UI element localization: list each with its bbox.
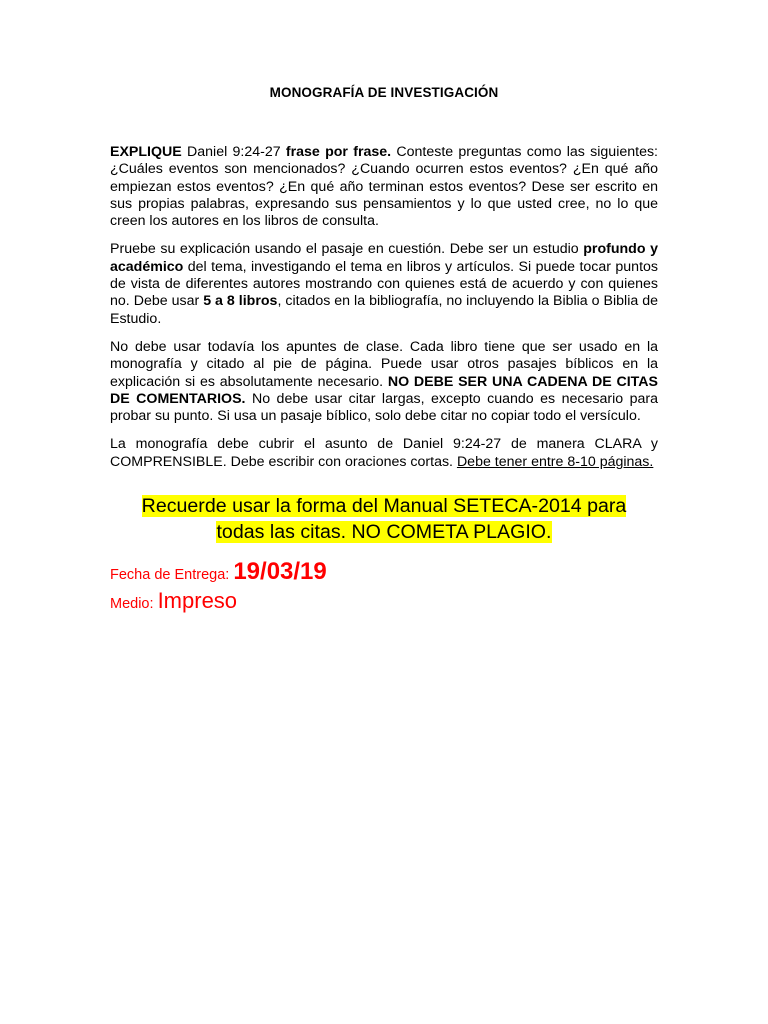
document-title: MONOGRAFÍA DE INVESTIGACIÓN xyxy=(269,85,499,100)
text-span: Pruebe su explicación usando el pasaje en cuestión. Debe ser un estudio xyxy=(110,241,584,258)
text-span: No debe usar todavía los apuntes de clase. Cada libro tiene que ser usado en la monografía y citado al pie de página. Puede usar otros pasajes bíblicos en la explicación si es absolutamente necesario. xyxy=(110,338,658,390)
paragraph-monografia xyxy=(110,436,658,471)
reminder-line-2: todas las citas. NO COMETA PLAGIO. xyxy=(216,521,552,543)
bold-cadena-de-citas: NO DEBE SER UNA CADENA DE CITAS DE COMENTARIOS. xyxy=(110,373,658,407)
bold-frase-por-frase: frase por frase. xyxy=(285,144,392,160)
text-span: No debe usar citar largas, excepto cuando es necesario para probar su punto. Si usa un pasaje bíblico, solo debe citar no copiar todo el versículo. xyxy=(110,390,659,425)
bold-explique: EXPLIQUE xyxy=(110,144,182,160)
paragraph-explique xyxy=(110,144,658,230)
underlined-page-count: Debe tener entre 8-10 páginas. xyxy=(456,453,654,470)
seteca-reminder xyxy=(110,493,658,545)
due-date-label: Fecha de Entrega: xyxy=(110,567,234,583)
medium-line xyxy=(110,588,237,614)
bold-profundo-academico: profundo y académico xyxy=(110,241,659,275)
text-span: Conteste preguntas como las siguientes: ¿Cuáles eventos son mencionados? ¿Cuando ocurren estos eventos? ¿En qué año empiezan estos eventos? ¿En qué año terminan estos eventos? Dese ser escrito en sus propias palabras, expresando sus pensamientos y lo que usted cree, no lo que creen los autores en los libros de consulta. xyxy=(110,144,658,230)
instructions-body xyxy=(110,144,658,482)
medium-value: Impreso xyxy=(157,588,238,613)
text-span: , citados en la bibliografía, no incluyendo la Biblia o Biblia de Estudio. xyxy=(110,293,659,327)
paragraph-pruebe xyxy=(110,241,658,327)
reminder-line-1: Recuerde usar la forma del Manual SETECA-2014 para xyxy=(141,495,627,517)
text-span: La monografía debe cubrir el asunto de Daniel 9:24-27 de manera CLARA y COMPRENSIBLE. Debe escribir con oraciones cortas. xyxy=(110,436,658,470)
medium-label: Medio: xyxy=(110,596,158,612)
bold-5-a-8-libros: 5 a 8 libros xyxy=(203,293,278,310)
text-span: Daniel 9:24-27 xyxy=(181,144,286,160)
due-date-line xyxy=(110,558,327,586)
due-date-value: 19/03/19 xyxy=(233,558,327,585)
paragraph-apuntes xyxy=(110,339,658,425)
text-span: del tema, investigando el tema en libros y artículos. Si puede tocar puntos de vista de diferentes autores mostrando con quienes está de acuerdo y con quienes no. Debe usar xyxy=(110,258,658,310)
